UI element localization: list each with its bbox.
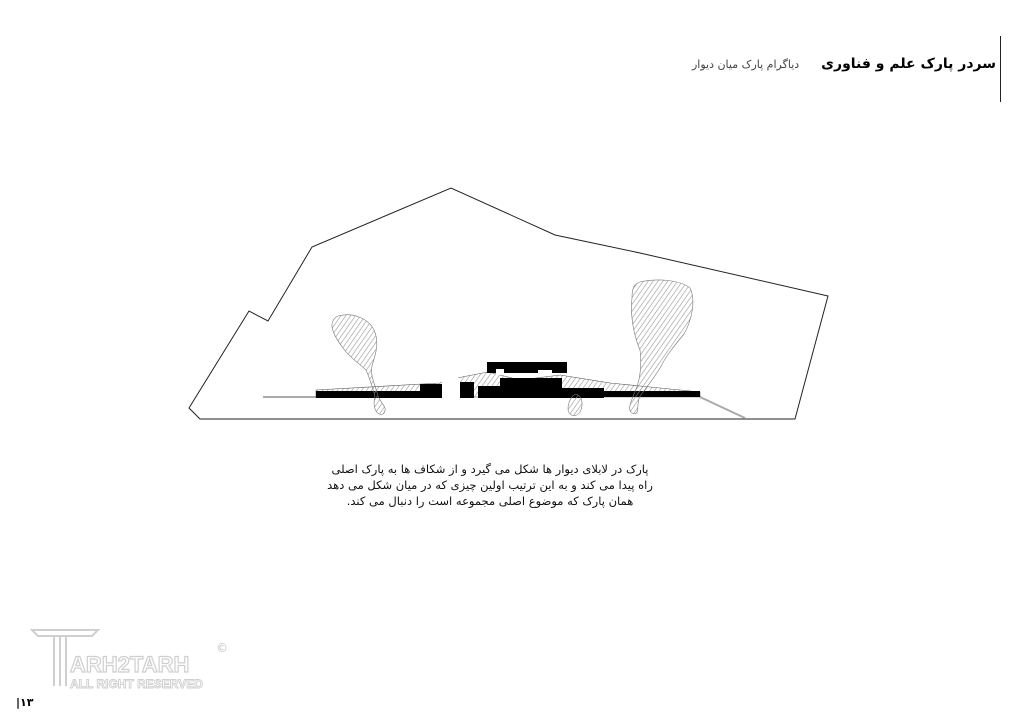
opening xyxy=(538,370,552,375)
opening xyxy=(442,378,460,398)
logo-tagline: ALL RIGHT RESERVED xyxy=(70,677,203,691)
mass-far-east xyxy=(604,391,700,397)
page-title: سردر پارک علم و فناوری xyxy=(821,56,996,72)
caption-line: همان پارک که موضوع اصلی مجموعه است را دنبال می کند. xyxy=(346,494,634,508)
mass-core xyxy=(500,378,562,398)
mass-east xyxy=(562,388,604,398)
watermark-logo xyxy=(26,624,236,694)
ground-line xyxy=(263,397,745,418)
page-number: |۱۳ xyxy=(16,696,34,709)
mass-center-left xyxy=(460,382,474,398)
page-subtitle: دیاگرام پارک میان دیوار xyxy=(691,58,800,71)
logo-brand: ARH2TARH xyxy=(70,652,190,677)
caption-line: پارک در لابلای دیوار ها شکل می گیرد و از شکاف ها به پارک اصلی xyxy=(331,462,649,476)
copyright-icon: © xyxy=(216,641,228,655)
caption-line: راه پیدا می کند و به این ترتیب اولین چیزی که در میان شکل می دهد xyxy=(327,478,653,492)
diagram-caption xyxy=(300,461,680,509)
mass-center xyxy=(478,386,500,398)
tree-west xyxy=(332,315,385,415)
opening xyxy=(496,369,504,375)
mass-west-block xyxy=(420,384,442,398)
